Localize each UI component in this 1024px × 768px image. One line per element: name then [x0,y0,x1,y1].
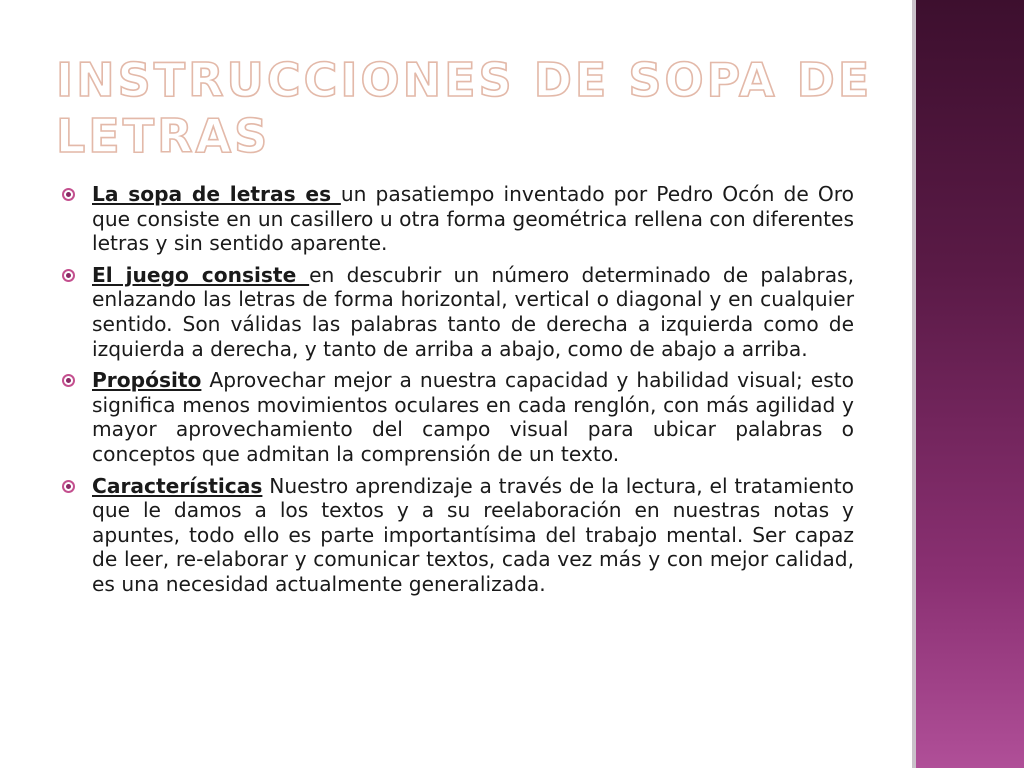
ring-bullet-icon [62,480,75,493]
bullet-lead: La sopa de letras es [92,182,341,206]
bullet-lead: Propósito [92,368,202,393]
bullet-text: Nuestro aprendizaje a través de la lectura, el tratamiento que le damos a los textos y a su reelaboración en nuestras notas y apuntes, todo ello es parte importantísima del trabajo mental. Ser capaz de leer, re-elaborar y comunicar textos, cada vez más y con mejor calidad, es una necesidad actualmente generalizada. [92,473,854,596]
ring-bullet-icon [62,188,75,201]
bullet-text: en descubrir un número determinado de palabras, enlazando las letras de forma horizontal, vertical o diagonal y en cualquier sentido. Son válidas las palabras tanto de derecha a izquierda como de izquierda a derecha, y tanto de arriba a abajo, como de abajo a arriba. [92,262,854,361]
side-bar-edge [912,0,916,768]
bullet-text: Aprovechar mejor a nuestra capacidad y habilidad visual; esto significa menos movimientos oculares en cada renglón, con más agilidad y mayor aprovechamiento del campo visual para ubicar palabras o conceptos que admitan la comprensión de un texto. [92,368,854,466]
bullet-list [62,182,854,604]
bullet-lead: El juego consiste [92,262,310,287]
bullet-text: un pasatiempo inventado por Pedro Ocón de Oro que consiste en un casillero u otra forma geométrica rellena con diferentes letras y sin sentido aparente. [92,182,855,256]
slide-title: INSTRUCCIONES DE SOPA DE LETRAS [56,53,873,163]
bullet-item [62,368,854,466]
ring-bullet-icon [62,269,75,282]
bullet-item [62,263,854,361]
bullet-item [62,474,854,597]
bullet-lead: Características [92,473,263,498]
decorative-side-bar [912,0,1024,768]
bullet-item [62,182,854,256]
ring-bullet-icon [62,374,75,387]
